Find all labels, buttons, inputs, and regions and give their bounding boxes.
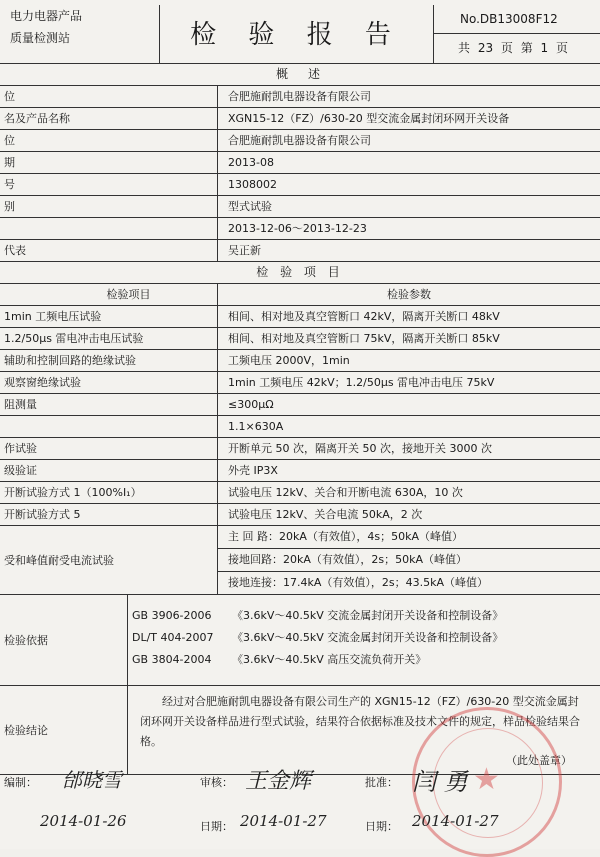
item-value: 工频电压 2000V，1min xyxy=(228,354,350,367)
item-label: 开断试验方式 5 xyxy=(0,504,218,525)
overview-row xyxy=(0,218,600,240)
total-pages: 共 23 页 xyxy=(458,41,513,55)
overview-value: 2013-08 xyxy=(228,156,274,169)
withstand-values xyxy=(218,526,600,594)
standard-name: 《3.6kV～40.5kV 交流金属封闭开关设备和控制设备》 xyxy=(232,631,504,644)
report-meta xyxy=(433,5,600,63)
item-value: 试验电压 12kV、关合电流 50kA，2 次 xyxy=(228,508,423,521)
item-row xyxy=(0,438,600,460)
items-header-row xyxy=(0,284,600,306)
item-row xyxy=(0,460,600,482)
item-row xyxy=(0,350,600,372)
overview-value: 1308002 xyxy=(228,178,277,191)
reviewer-date-label: 日期： xyxy=(200,820,233,833)
report-title: 检 验 报 告 xyxy=(190,20,403,50)
overview-label xyxy=(0,218,218,239)
page-number: 第 1 页 xyxy=(520,41,568,55)
item-value: 开断单元 50 次，隔离开关 50 次，接地开关 3000 次 xyxy=(228,442,492,455)
overview-value: 合肥施耐凯电器设备有限公司 xyxy=(228,134,371,147)
conclusion-label: 检验结论 xyxy=(0,686,128,774)
report-table xyxy=(0,63,600,775)
inspection-seal-icon: ★ xyxy=(412,707,562,857)
overview-label: 位 xyxy=(0,130,218,151)
item-value: 相间、相对地及真空管断口 42kV，隔离开关断口 48kV xyxy=(228,310,500,323)
reviewer-label: 审核： xyxy=(200,776,233,789)
overview-row xyxy=(0,130,600,152)
issuer-line-2: 质量检测站 xyxy=(10,31,71,45)
signature-area xyxy=(0,760,600,849)
item-row xyxy=(0,306,600,328)
withstand-sub: 接地连接：17.4kA（有效值），2s；43.5kA（峰值） xyxy=(228,576,489,589)
withstand-row xyxy=(0,526,600,595)
overview-value: 2013-12-06～2013-12-23 xyxy=(228,222,367,235)
item-row xyxy=(0,372,600,394)
item-row xyxy=(0,394,600,416)
withstand-label: 受和峰值耐受电流试验 xyxy=(0,526,218,594)
basis-standards xyxy=(128,595,600,685)
withstand-sub: 接地回路：20kA（有效值），2s；50kA（峰值） xyxy=(218,549,600,572)
item-label: 1min 工频电压试验 xyxy=(0,306,218,327)
col-item-header: 检验项目 xyxy=(0,284,218,305)
items-section xyxy=(0,306,600,526)
overview-value: 吴正新 xyxy=(228,244,261,257)
overview-label: 代表 xyxy=(0,240,218,261)
standard-item xyxy=(128,649,600,671)
page-info xyxy=(434,34,600,63)
standard-name: 《3.6kV～40.5kV 交流金属封闭开关设备和控制设备》 xyxy=(232,609,504,622)
approver-date: 2014-01-27 xyxy=(412,812,499,830)
item-row xyxy=(0,504,600,526)
item-label: 观察窗绝缘试验 xyxy=(0,372,218,393)
item-label: 开断试验方式 1（100%I₁） xyxy=(0,482,218,503)
overview-row xyxy=(0,86,600,108)
standard-code: DL/T 404-2007 xyxy=(132,631,214,644)
item-label: 阻测量 xyxy=(0,394,218,415)
overview-value: XGN15-12（FZ）/630-20 型交流金属封闭环网开关设备 xyxy=(228,112,510,125)
overview-value: 合肥施耐凯电器设备有限公司 xyxy=(228,90,371,103)
reviewer-signature: 王金辉 xyxy=(245,769,312,794)
approver-signature: 闫 勇 xyxy=(412,768,468,796)
overview-title: 概 述 xyxy=(0,64,600,86)
col-param-header: 检验参数 xyxy=(387,288,431,301)
conclusion-text: 经过对合肥施耐凯电器设备有限公司生产的 XGN15-12（FZ）/630-20 型交流金属封闭环网开关设备样品进行型式试验，结果符合依据标准及技术文件的规定，样品检验结果合格。 xyxy=(140,695,580,748)
overview-label: 期 xyxy=(0,152,218,173)
standard-code: GB 3906-2006 xyxy=(132,609,212,622)
overview-value: 型式试验 xyxy=(228,200,272,213)
report-number: No.DB13008F12 xyxy=(434,5,600,34)
withstand-sub: 主 回 路：20kA（有效值），4s；50kA（峰值） xyxy=(218,526,600,549)
report-header xyxy=(0,0,600,70)
overview-section xyxy=(0,86,600,262)
standard-name: 《3.6kV～40.5kV 高压交流负荷开关》 xyxy=(232,653,427,666)
item-value: 试验电压 12kV、关合和开断电流 630A，10 次 xyxy=(228,486,463,499)
reviewer-date: 2014-01-27 xyxy=(240,812,327,830)
overview-row xyxy=(0,174,600,196)
overview-row xyxy=(0,240,600,262)
basis-label: 检验依据 xyxy=(0,595,128,685)
overview-label: 号 xyxy=(0,174,218,195)
overview-label: 别 xyxy=(0,196,218,217)
item-label: 1.2/50μs 雷电冲击电压试验 xyxy=(0,328,218,349)
standard-code: GB 3804-2004 xyxy=(132,653,212,666)
item-value: 外壳 IP3X xyxy=(228,464,278,477)
editor-label: 编制： xyxy=(4,776,37,789)
issuer-block xyxy=(0,5,160,63)
item-value: 1.1×630A xyxy=(228,420,284,433)
stamp-note: （此处盖章） xyxy=(506,754,572,767)
item-label: 辅助和控制回路的绝缘试验 xyxy=(0,350,218,371)
basis-row xyxy=(0,595,600,686)
issuer-line-1: 电力电器产品 xyxy=(10,9,83,23)
item-value: 1min 工频电压 42kV；1.2/50μs 雷电冲击电压 75kV xyxy=(228,376,495,389)
overview-label: 名及产品名称 xyxy=(0,108,218,129)
editor-signature: 邰晓雪 xyxy=(62,768,122,792)
approver-label: 批准： xyxy=(365,776,398,789)
item-value: 相间、相对地及真空管断口 75kV，隔离开关断口 85kV xyxy=(228,332,500,345)
item-row xyxy=(0,328,600,350)
item-label xyxy=(0,416,218,437)
overview-row xyxy=(0,108,600,130)
approver-date-label: 日期： xyxy=(365,820,398,833)
item-value: ≤300μΩ xyxy=(228,398,274,411)
overview-row xyxy=(0,196,600,218)
standard-item xyxy=(128,627,600,649)
editor-date: 2014-01-26 xyxy=(40,812,127,830)
item-row xyxy=(0,416,600,438)
item-row xyxy=(0,482,600,504)
items-title: 检 验 项 目 xyxy=(0,262,600,284)
overview-label: 位 xyxy=(0,86,218,107)
overview-row xyxy=(0,152,600,174)
item-label: 级验证 xyxy=(0,460,218,481)
standard-item xyxy=(128,605,600,627)
item-label: 作试验 xyxy=(0,438,218,459)
